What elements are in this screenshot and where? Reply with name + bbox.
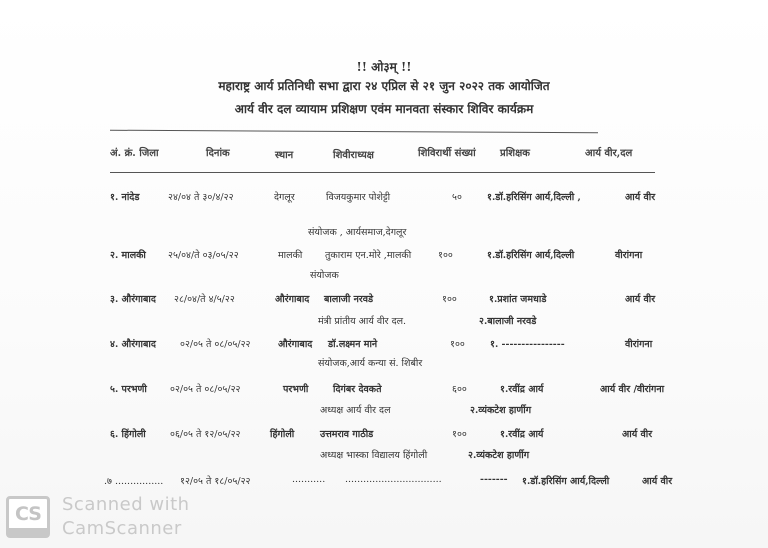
header-sno-district: अं. क्रं. जिला — [110, 148, 159, 159]
row-date: ०२/०५ ते ०८/०५/२२ — [170, 384, 241, 395]
row-place: हिंगोली — [270, 429, 295, 440]
row-place: परभणी — [283, 384, 309, 395]
row-camp-head: ................................ — [345, 474, 442, 485]
row-dal: आर्य वीर — [622, 429, 653, 440]
row-camp-head: तुकाराम एन.मोरे ,मालकी — [325, 250, 412, 261]
row-participants: ६०० — [452, 384, 467, 395]
row-participants: ५० — [452, 192, 462, 203]
row-sno-district: १. नांदेड — [110, 192, 140, 203]
program-title: आर्य वीर दल व्यायाम प्रशिक्षण एवंम मानवता संस्कार शिविर कार्यक्रम — [234, 102, 534, 116]
row-trainer: १.डॉ.हरिसिंग आर्य,दिल्ली — [487, 250, 575, 261]
row-dal: आर्य वीर — [625, 192, 656, 203]
row-sno-district: २. मालकी — [110, 250, 146, 261]
row-trainer: १.प्रशांत जमधाडे — [489, 294, 547, 305]
row-date: ०६/०५ ते १२/०५/२२ — [170, 429, 241, 440]
row-sno-district: ६. हिंगोली — [110, 429, 146, 440]
row-participants: ------- — [480, 474, 508, 485]
row-trainer-2: २.व्यंकटेश हार्णीग — [470, 405, 532, 416]
organizer-subtitle: महाराष्ट्र आर्य प्रतिनिधी सभा द्वारा २४ एप्रिल से २१ जुन २०२२ तक आयोजित — [218, 79, 550, 93]
row-trainer: १.डॉ.हरिसिंग आर्य,दिल्ली , — [487, 192, 581, 203]
header-dal: आर्य वीर,दल — [585, 148, 633, 159]
camscanner-watermark — [6, 494, 206, 542]
row-participants: १०० — [450, 339, 465, 350]
row-place: मालकी — [278, 250, 303, 261]
row-sno-district: ५. परभणी — [110, 384, 147, 395]
top-divider — [110, 130, 598, 134]
row-date: २५/०४/ते ०३/०५/२२ — [168, 250, 239, 261]
row-dal: आर्य वीर /वीरांगना — [600, 384, 665, 395]
row-dal: वीरांगना — [615, 250, 643, 261]
row-trainer: १. ---------------- — [490, 339, 565, 350]
row-camp-head: दिगंबर देवकते — [333, 384, 382, 395]
row-camp-head-role: अध्यक्ष भास्का विद्यालय हिंगोली — [320, 450, 428, 461]
row-camp-head: उत्तमराव गाठीड — [320, 429, 374, 440]
row-trainer: १.रवींद्र आर्य — [500, 384, 544, 395]
row-camp-head: डॉ.लक्ष्मन माने — [328, 339, 378, 350]
row-date: १२/०५ ते १८/०५/२२ — [180, 476, 251, 487]
row-dal: आर्य वीर — [642, 476, 673, 487]
row-dal: वीरांगना — [625, 339, 653, 350]
row-place: ........... — [292, 474, 326, 485]
om-heading: !! ओ३म् !! — [356, 60, 412, 74]
row-camp-head: बालाजी नरवडे — [324, 294, 374, 305]
row-trainer: १.डॉ.हरिसिंग आर्य,दिल्ली — [522, 476, 610, 487]
row-place: औरंगाबाद — [278, 339, 313, 350]
row-camp-head-role: मंत्री प्रांतीय आर्य वीर दल. — [318, 316, 407, 327]
row-camp-head: विजयकुमार पोशेट्टी — [326, 192, 391, 203]
row-camp-head-role: संयोजक,आर्य कन्या सं. शिबीर — [318, 358, 423, 369]
row-place: देगलूर — [274, 192, 295, 203]
header-camp-head: शिवीराध्यक्ष — [333, 150, 374, 161]
row-trainer-2: २.बालाजी नरवडे — [479, 316, 537, 327]
row-sno-district: ४. औरंगाबाद — [110, 339, 156, 350]
row-camp-head-role: अध्यक्ष आर्य वीर दल — [320, 405, 391, 416]
row-dal: आर्य वीर — [625, 294, 656, 305]
row-participants: १०० — [438, 250, 453, 261]
header-trainer: प्रशिक्षक — [500, 148, 530, 159]
row-sno-district: .७ ................ — [104, 476, 164, 487]
header-divider — [110, 172, 655, 173]
row-sno-district: ३. औरंगाबाद — [110, 294, 156, 305]
row-date: २४/०४ ते ३०/४/२२ — [168, 192, 234, 203]
header-date: दिनांक — [206, 148, 230, 159]
row-date: ०२/०५ ते ०८/०५/२२ — [180, 339, 251, 350]
row-date: २८/०४/ते ४/५/२२ — [174, 294, 235, 305]
row-participants: १०० — [452, 429, 467, 440]
row-place: औरंगाबाद — [275, 294, 310, 305]
row-camp-head-role: संयोजक — [310, 270, 339, 281]
row-trainer-2: २.व्यंकटेश हार्णीग — [468, 450, 530, 461]
watermark-line1: Scanned with — [62, 494, 190, 515]
row-camp-head-role: संयोजक , आर्यसमाज,देगलूर — [308, 227, 407, 238]
header-participants: शिविरार्थी संख्यां — [418, 148, 476, 159]
camscanner-logo-icon: CS — [6, 496, 50, 538]
row-participants: १०० — [442, 294, 457, 305]
row-trainer: १.रवींद्र आर्य — [500, 429, 544, 440]
header-place: स्थान — [275, 150, 294, 161]
watermark-line2: CamScanner — [62, 518, 182, 539]
